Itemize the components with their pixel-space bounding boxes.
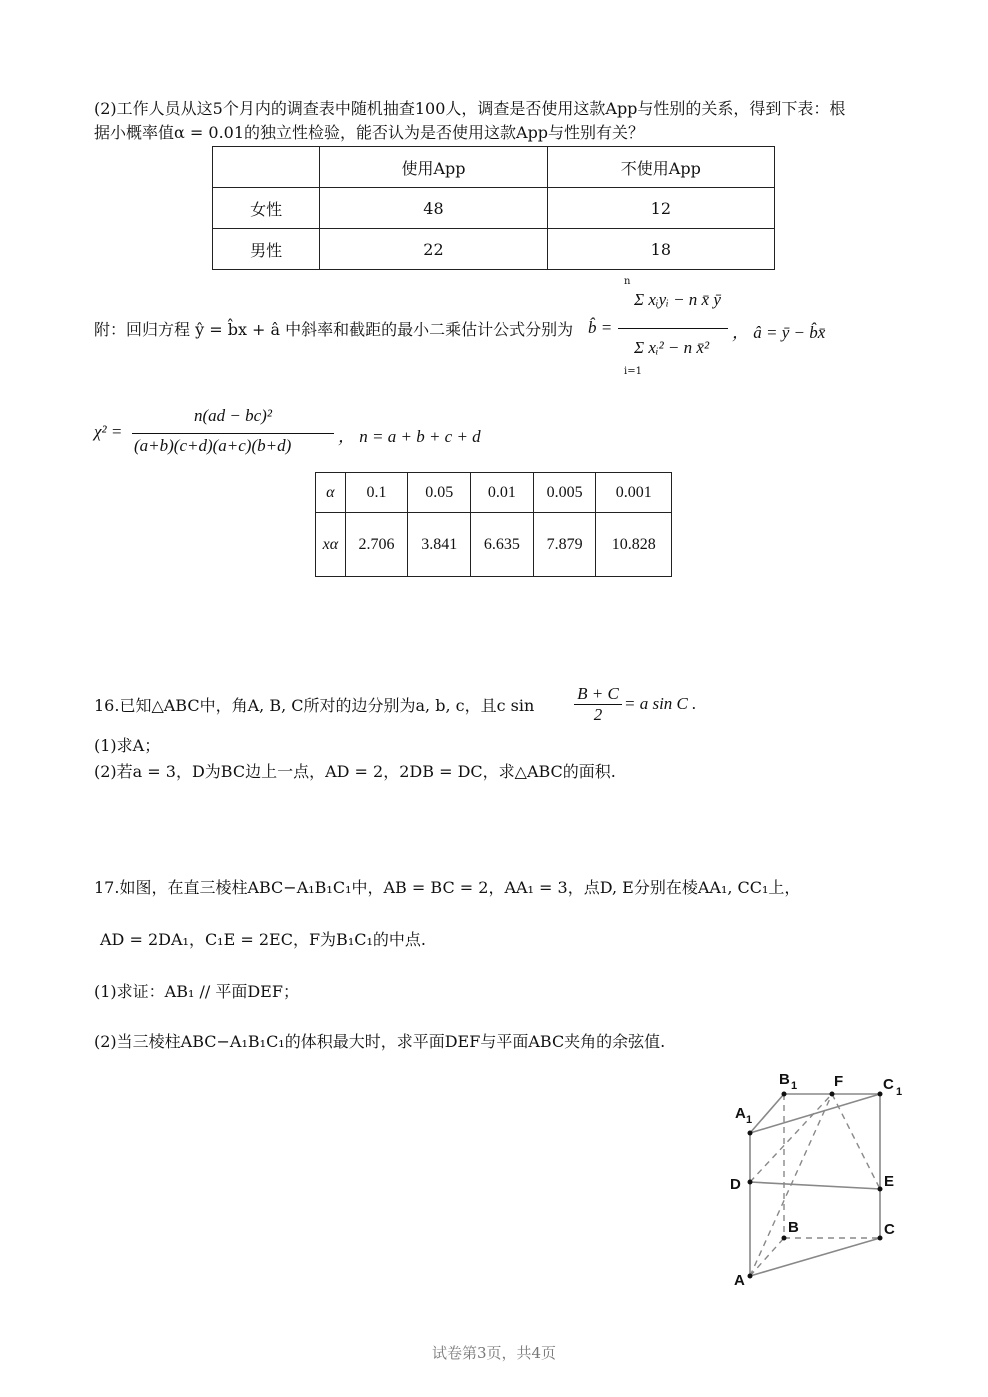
table-cell: 2.706	[345, 513, 408, 577]
table-cell: 0.1	[345, 473, 408, 513]
chi-denominator: (a+b)(c+d)(a+c)(b+d)	[134, 436, 292, 455]
table-cell: α	[316, 473, 346, 513]
problem-17-line2: AD = 2DA₁，C₁E = 2EC，F为B₁C₁的中点.	[100, 930, 426, 949]
label-b: B	[788, 1219, 799, 1236]
chi-square-symbol: χ² =	[94, 422, 123, 441]
table-cell: 3.841	[408, 513, 471, 577]
table-cell: 10.828	[596, 513, 672, 577]
table-cell: 18	[547, 229, 774, 270]
table-cell: 0.005	[533, 473, 596, 513]
table-cell: 12	[547, 188, 774, 229]
hidden-segment-d-f	[750, 1094, 832, 1182]
problem-16-q2: (2)若a = 3，D为BC边上一点，AD = 2，2DB = DC，求△ABC的面积.	[94, 762, 616, 781]
fraction-bar	[132, 433, 334, 434]
point-c1	[878, 1092, 883, 1097]
point-b	[782, 1236, 787, 1241]
point-b1	[782, 1092, 787, 1097]
a-hat-formula: ， â = ȳ − b̂x̄	[732, 323, 826, 342]
prism-figure	[720, 1060, 920, 1290]
label-c1: C	[883, 1076, 894, 1093]
segment-d-e	[750, 1182, 880, 1189]
table-cell: 女性	[213, 188, 320, 229]
edge-a1-c1	[750, 1094, 880, 1133]
point-d	[748, 1180, 753, 1185]
point-c	[878, 1236, 883, 1241]
table-cell: 男性	[213, 229, 320, 270]
chi-square-formula	[94, 406, 494, 462]
label-e: E	[884, 1173, 895, 1190]
table-cell: 0.001	[596, 473, 672, 513]
contingency-table	[212, 146, 775, 270]
problem-16-stem: 16.已知△ABC中，角A, B, C所对的边分别为a, b, c，且c sin	[94, 696, 535, 715]
table-header-row	[213, 147, 775, 188]
label-a1: A	[735, 1105, 746, 1122]
edge-a-c	[750, 1238, 880, 1276]
b-hat-formula	[588, 276, 728, 382]
table-header-cell: 使用App	[320, 147, 547, 188]
fraction-numerator: B + C	[574, 684, 622, 705]
label-f: F	[834, 1073, 844, 1090]
problem-17-q2: (2)当三棱柱ABC−A₁B₁C₁的体积最大时，求平面DEF与平面ABC夹角的余弦值.	[94, 1032, 666, 1051]
sum-lower-limit: i=1	[624, 366, 642, 377]
table-row	[316, 473, 672, 513]
table-header-cell: 不使用App	[547, 147, 774, 188]
table-row	[316, 513, 672, 577]
label-b1-subscript: 1	[791, 1080, 798, 1092]
point-f	[830, 1092, 835, 1097]
appendix-prefix: 附：回归方程 ŷ = b̂x + â 中斜率和截距的最小二乘估计公式分别为	[94, 320, 574, 339]
point-e	[878, 1187, 883, 1192]
label-a: A	[734, 1272, 745, 1289]
chi-numerator: n(ad − bc)²	[194, 406, 272, 425]
table-cell: xα	[316, 513, 346, 577]
critical-value-table	[315, 472, 672, 577]
problem-16-stem-end: = a sin C .	[624, 694, 697, 713]
table-cell: 22	[320, 229, 547, 270]
b-denominator: Σ xᵢ² − n x̄²	[634, 338, 710, 357]
table-header-cell	[213, 147, 320, 188]
label-a1-subscript: 1	[746, 1114, 753, 1126]
fraction-bar	[618, 328, 728, 329]
table-cell: 0.05	[408, 473, 471, 513]
label-c: C	[884, 1221, 895, 1238]
table-row	[213, 229, 775, 270]
table-cell: 48	[320, 188, 547, 229]
table-cell: 7.879	[533, 513, 596, 577]
label-c1-subscript: 1	[896, 1086, 903, 1098]
b-numerator: Σ xᵢyᵢ − n x̄ ȳ	[634, 290, 721, 309]
problem-17-stem: 17.如图，在直三棱柱ABC−A₁B₁C₁中，AB = BC = 2，AA₁ = 3，点D, E分别在棱AA₁, CC₁上，	[94, 878, 801, 897]
label-b1: B	[779, 1071, 790, 1088]
problem-16-q1: (1)求A；	[94, 736, 161, 755]
sum-upper-limit: n	[624, 276, 631, 287]
question-2-line2: 据小概率值α = 0.01的独立性检验，能否认为是否使用这款App与性别有关？	[94, 123, 645, 142]
label-d: D	[730, 1176, 741, 1193]
point-a	[748, 1274, 753, 1279]
hidden-segment-f-e	[832, 1094, 880, 1189]
question-2-line1: (2)工作人员从这5个月内的调查表中随机抽查100人，调查是否使用这款App与性别的关系，得到下表：根	[94, 99, 846, 118]
n-definition: ， n = a + b + c + d	[338, 427, 481, 446]
page-footer: 试卷第3页，共4页	[431, 1344, 557, 1362]
table-row	[213, 188, 775, 229]
problem-17-q1: (1)求证：AB₁ // 平面DEF；	[94, 982, 299, 1001]
problem-16-fraction	[574, 684, 622, 725]
b-hat-symbol: b̂ =	[588, 318, 613, 337]
table-cell: 6.635	[471, 513, 534, 577]
point-a1	[748, 1131, 753, 1136]
table-cell: 0.01	[471, 473, 534, 513]
fraction-denominator: 2	[593, 705, 603, 724]
